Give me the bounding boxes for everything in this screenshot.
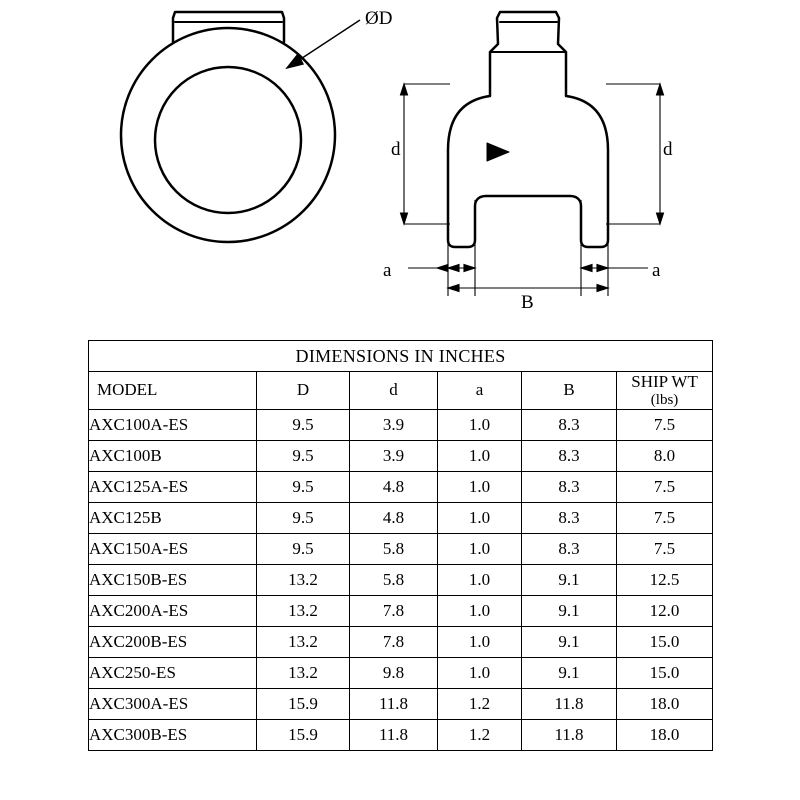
table-row [89, 533, 713, 564]
cell-d-small: 7.8 [350, 595, 438, 626]
cell-b: 11.8 [522, 719, 617, 750]
cell-ship-weight: 12.5 [617, 564, 713, 595]
cell-model: AXC200B-ES [89, 626, 257, 657]
table-row [89, 440, 713, 471]
cell-b: 9.1 [522, 657, 617, 688]
header-d-small: d [350, 372, 438, 410]
cell-model: AXC300B-ES [89, 719, 257, 750]
table-title-row [89, 341, 713, 372]
header-model: MODEL [89, 372, 257, 410]
cell-b: 9.1 [522, 595, 617, 626]
cell-b: 11.8 [522, 688, 617, 719]
cell-model: AXC200A-ES [89, 595, 257, 626]
cell-d-small: 4.8 [350, 471, 438, 502]
cell-d-big: 9.5 [257, 502, 350, 533]
dimensions-table-wrapper [88, 340, 712, 751]
diameter-leader [287, 20, 360, 68]
cell-d-big: 13.2 [257, 564, 350, 595]
technical-drawing [0, 0, 800, 330]
dimension-lines [401, 84, 664, 296]
cell-ship-weight: 7.5 [617, 533, 713, 564]
cell-model: AXC250-ES [89, 657, 257, 688]
cell-b: 8.3 [522, 502, 617, 533]
cell-a: 1.0 [438, 657, 522, 688]
cell-d-big: 15.9 [257, 688, 350, 719]
cell-ship-weight: 15.0 [617, 626, 713, 657]
cell-d-small: 11.8 [350, 719, 438, 750]
cell-b: 9.1 [522, 626, 617, 657]
cell-a: 1.0 [438, 440, 522, 471]
label-diameter: ØD [365, 8, 393, 29]
label-a-left: a [383, 260, 392, 281]
label-a-right: a [652, 260, 661, 281]
table-row [89, 595, 713, 626]
table-row [89, 409, 713, 440]
cell-model: AXC125A-ES [89, 471, 257, 502]
table-row [89, 719, 713, 750]
cell-d-small: 5.8 [350, 533, 438, 564]
label-d-right: d [663, 139, 673, 160]
label-b: B [521, 292, 534, 313]
cell-d-small: 9.8 [350, 657, 438, 688]
cell-d-big: 13.2 [257, 626, 350, 657]
front-view [121, 12, 335, 242]
cell-d-small: 3.9 [350, 409, 438, 440]
header-ship-weight [617, 372, 713, 410]
table-row [89, 657, 713, 688]
cell-ship-weight: 8.0 [617, 440, 713, 471]
cell-d-big: 9.5 [257, 409, 350, 440]
cell-ship-weight: 12.0 [617, 595, 713, 626]
cell-a: 1.0 [438, 564, 522, 595]
cell-b: 8.3 [522, 533, 617, 564]
label-d-left: d [391, 139, 401, 160]
table-header-row [89, 372, 713, 410]
cell-a: 1.0 [438, 533, 522, 564]
cell-model: AXC150A-ES [89, 533, 257, 564]
cell-a: 1.0 [438, 471, 522, 502]
cell-b: 8.3 [522, 440, 617, 471]
cell-d-big: 9.5 [257, 533, 350, 564]
header-ship-weight-line1: SHIP WT [631, 372, 698, 391]
table-row [89, 688, 713, 719]
cell-a: 1.0 [438, 409, 522, 440]
cell-model: AXC100A-ES [89, 409, 257, 440]
cell-b: 9.1 [522, 564, 617, 595]
header-ship-weight-line2: (lbs) [650, 391, 679, 408]
cell-ship-weight: 18.0 [617, 688, 713, 719]
cell-d-big: 9.5 [257, 471, 350, 502]
cell-model: AXC150B-ES [89, 564, 257, 595]
cell-ship-weight: 7.5 [617, 471, 713, 502]
cell-d-small: 7.8 [350, 626, 438, 657]
table-row [89, 564, 713, 595]
cell-model: AXC100B [89, 440, 257, 471]
table-row [89, 471, 713, 502]
cell-ship-weight: 7.5 [617, 502, 713, 533]
cell-d-small: 11.8 [350, 688, 438, 719]
cell-a: 1.0 [438, 626, 522, 657]
cell-d-big: 13.2 [257, 657, 350, 688]
header-b: B [522, 372, 617, 410]
cell-d-big: 9.5 [257, 440, 350, 471]
cell-d-big: 15.9 [257, 719, 350, 750]
cell-ship-weight: 15.0 [617, 657, 713, 688]
cell-b: 8.3 [522, 471, 617, 502]
cell-d-small: 3.9 [350, 440, 438, 471]
cell-a: 1.0 [438, 595, 522, 626]
cell-a: 1.2 [438, 719, 522, 750]
table-row [89, 626, 713, 657]
table-row [89, 502, 713, 533]
cell-model: AXC300A-ES [89, 688, 257, 719]
table-title: DIMENSIONS IN INCHES [89, 341, 713, 372]
cell-a: 1.2 [438, 688, 522, 719]
side-view [448, 12, 608, 247]
cell-ship-weight: 7.5 [617, 409, 713, 440]
cell-a: 1.0 [438, 502, 522, 533]
cell-model: AXC125B [89, 502, 257, 533]
header-d-big: D [257, 372, 350, 410]
dimensions-table [88, 340, 713, 751]
header-a: a [438, 372, 522, 410]
cell-d-small: 4.8 [350, 502, 438, 533]
cell-d-small: 5.8 [350, 564, 438, 595]
cell-ship-weight: 18.0 [617, 719, 713, 750]
cell-d-big: 13.2 [257, 595, 350, 626]
cell-b: 8.3 [522, 409, 617, 440]
